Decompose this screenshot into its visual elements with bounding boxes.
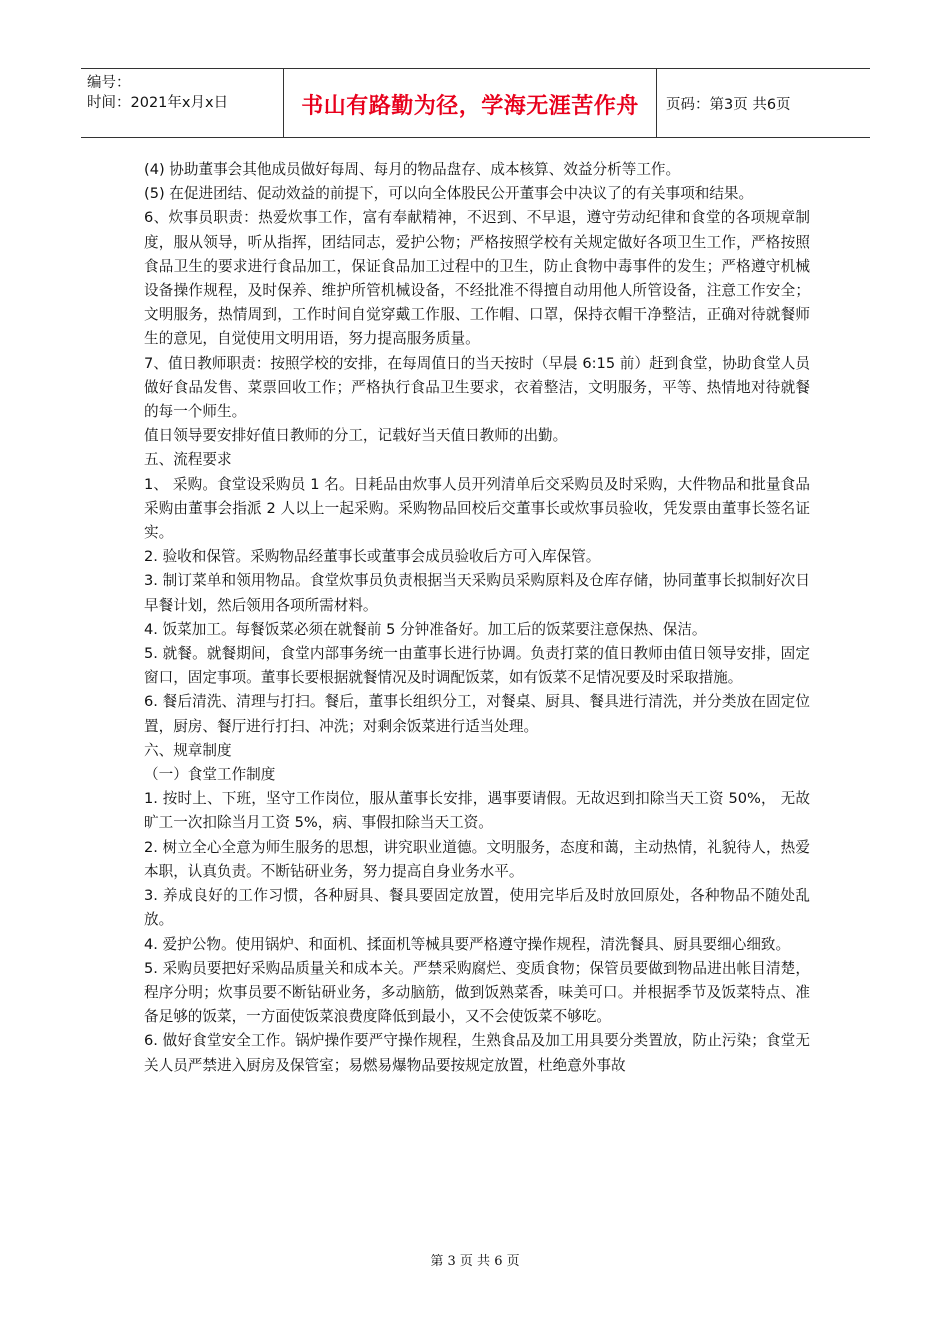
body-paragraph: 1. 按时上、下班，坚守工作岗位，服从董事长安排，遇事要请假。无故迟到扣除当天工资 50%， 无故旷工一次扣除当月工资 5%，病、事假扣除当天工资。 (144, 790, 810, 832)
subsection-heading: （一）食堂工作制度 (144, 766, 276, 784)
section-heading: 六、规章制度 (144, 741, 232, 759)
body-paragraph: 2. 验收和保管。采购物品经董事长或董事会成员验收后方可入库保管。 (144, 548, 601, 566)
header-divider (656, 69, 657, 137)
page-footer: 第 3 页 共 6 页 (430, 1254, 520, 1269)
body-paragraph: 6、炊事员职责：热爱炊事工作，富有奉献精神，不迟到、不早退，遵守劳动纪律和食堂的各项规章制度，服从领导，听从指挥，团结同志，爱护公物；严格按照学校有关规定做好各项卫生工作，严格按照食品卫生的要求进行食品加工，保证食品加工过程中的卫生，防止食物中毒事件的发生；严格遵守机械设备操作规程，及时保养、维护所管机械设备，不经批准不得擅自动用他人所管设备，注意工作安全；文明服务，热情周到，工作时间自觉穿戴工作服、工作帽、口罩，保持衣帽干净整洁，正确对待就餐师生的意见，自觉使用文明用语，努力提高服务质量。 (144, 209, 810, 348)
page-header (81, 68, 870, 138)
body-paragraph: (5) 在促进团结、促动效益的前提下，可以向全体股民公开董事会中决议了的有关事项和结果。 (144, 185, 754, 203)
body-paragraph: 1、 采购。食堂设采购员 1 名。日耗品由炊事人员开列清单后交采购员及时采购，大件物品和批量食品采购由董事会指派 2 人以上一起采购。采购物品回校后交董事长或炊事员验收，凭发票由董事长签名证实。 (144, 475, 810, 542)
body-paragraph: 5. 采购员要把好采购品质量关和成本关。严禁采购腐烂、变质食物；保管员要做到物品进出帐目清楚，程序分明；炊事员要不断钻研业务，多动脑筋，做到饭熟菜香，味美可口。并根据季节及饭菜特点、准备足够的饭菜，一方面使饭菜浪费度降低到最小，又不会使饭菜不够吃。 (144, 959, 810, 1026)
section-heading: 五、流程要求 (144, 451, 232, 469)
body-paragraph: 6. 餐后清洗、清理与打扫。餐后，董事长组织分工，对餐桌、厨具、餐具进行清洗，并分类放在固定位置，厨房、餐厅进行打扫、冲洗；对剩余饭菜进行适当处理。 (144, 693, 810, 735)
body-paragraph: 5. 就餐。就餐期间，食堂内部事务统一由董事长进行协调。负责打菜的值日教师由值日领导安排，固定窗口，固定事项。董事长要根据就餐情况及时调配饭菜，如有饭菜不足情况要及时采取措施。 (144, 645, 810, 687)
header-motto: 书山有路勤为径，学海无涯苦作舟 (301, 94, 639, 119)
body-paragraph: 4. 爱护公物。使用锅炉、和面机、揉面机等械具要严格遵守操作规程，清洗餐具、厨具要细心细致。 (144, 935, 791, 953)
body-paragraph: 3. 制订菜单和领用物品。食堂炊事员负责根据当天采购员采购原料及仓库存储，协同董事长拟制好次日早餐计划，然后领用各项所需材料。 (144, 572, 810, 614)
body-paragraph: 4. 饭菜加工。每餐饭菜必须在就餐前 5 分钟准备好。加工后的饭菜要注意保热、保洁。 (144, 620, 707, 638)
body-paragraph: 7、值日教师职责：按照学校的安排，在每周值日的当天按时（早晨 6:15 前）赶到食堂，协助食堂人员做好食品发售、菜票回收工作；严格执行食品卫生要求，衣着整洁，文明服务，平等、热情地对待就餐的每一个师生。 (144, 354, 810, 421)
document-body (144, 158, 810, 1078)
body-paragraph: (4) 协助董事会其他成员做好每周、每月的物品盘存、成本核算、效益分析等工作。 (144, 161, 681, 178)
body-paragraph: 2. 树立全心全意为师生服务的思想，讲究职业道德。文明服务，态度和蔼，主动热情，礼貌待人，热爱本职，认真负责。不断钻研业务，努力提高自身业务水平。 (144, 838, 810, 880)
body-paragraph: 6. 做好食堂安全工作。锅炉操作要严守操作规程，生熟食品及加工用具要分类置放，防止污染；食堂无关人员严禁进入厨房及保管室；易燃易爆物品要按规定放置，杜绝意外事故 (144, 1032, 810, 1074)
document-time-label: 时间：2021年x月x日 (87, 95, 229, 111)
body-paragraph: 3. 养成良好的工作习惯，各种厨具、餐具要固定放置，使用完毕后及时放回原处，各种物品不随处乱放。 (144, 887, 810, 929)
document-number-label: 编号： (87, 75, 131, 91)
body-paragraph: 值日领导要安排好值日教师的分工，记载好当天值日教师的出勤。 (144, 427, 568, 445)
header-page-info: 页码：第3页 共6页 (666, 97, 791, 113)
header-meta (87, 73, 228, 113)
